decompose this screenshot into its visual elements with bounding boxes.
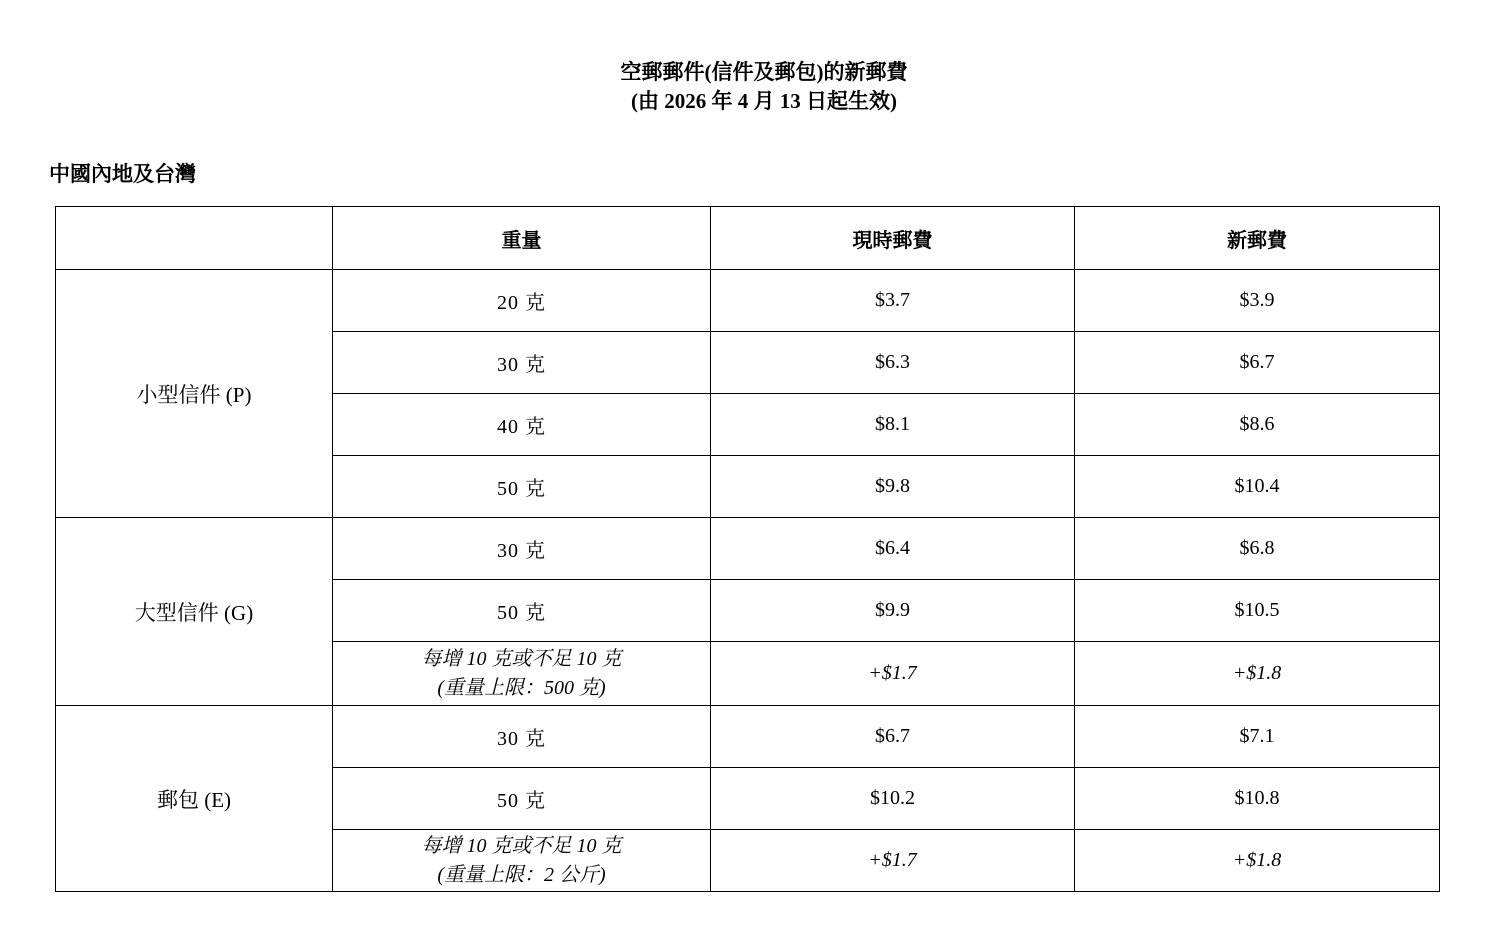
new-rate-cell: $3.9 [1075,270,1440,332]
category-cell: 郵包 (E) [56,706,333,892]
new-rate-cell: $8.6 [1075,394,1440,456]
current-rate-cell: $6.3 [711,332,1075,394]
table-row [56,270,1440,332]
new-rate-cell: $10.4 [1075,456,1440,518]
header-new-rate: 新郵費 [1075,207,1440,270]
table-header-row [56,207,1440,270]
increment-note: 每增 10 克或不足 10 克 [421,834,622,857]
weight-cell: 30 克 [333,332,711,394]
current-rate-cell: $6.4 [711,518,1075,580]
current-rate-cell: $10.2 [711,768,1075,830]
postage-rate-table [55,206,1440,892]
weight-cell: 30 克 [333,706,711,768]
weight-cell: 30 克 [333,518,711,580]
category-cell: 小型信件 (P) [56,270,333,518]
increment-note: 每增 10 克或不足 10 克 [421,647,622,670]
current-rate-cell: $6.7 [711,706,1075,768]
weight-cell: 50 克 [333,768,711,830]
table-row [56,706,1440,768]
increment-new-rate-cell: +$1.8 [1075,642,1440,706]
header-weight: 重量 [333,207,711,270]
title-line-2: (由 2026 年 4 月 13 日起生效) [631,89,897,113]
new-rate-cell: $6.8 [1075,518,1440,580]
increment-weight-cell [333,830,711,892]
header-current-rate: 現時郵費 [711,207,1075,270]
document-title [0,58,1497,116]
region-heading: 中國內地及台灣 [49,162,196,186]
category-cell: 大型信件 (G) [56,518,333,706]
current-rate-cell: $9.8 [711,456,1075,518]
new-rate-cell: $10.8 [1075,768,1440,830]
header-category [56,207,333,270]
weight-limit-note: (重量上限：500 克) [437,676,606,699]
table-row [56,518,1440,580]
new-rate-cell: $6.7 [1075,332,1440,394]
weight-limit-note: (重量上限：2 公斤) [437,863,606,886]
new-rate-cell: $10.5 [1075,580,1440,642]
current-rate-cell: $8.1 [711,394,1075,456]
weight-cell: 20 克 [333,270,711,332]
new-rate-cell: $7.1 [1075,706,1440,768]
current-rate-cell: $9.9 [711,580,1075,642]
increment-current-rate-cell: +$1.7 [711,830,1075,892]
weight-cell: 50 克 [333,456,711,518]
current-rate-cell: $3.7 [711,270,1075,332]
increment-current-rate-cell: +$1.7 [711,642,1075,706]
weight-cell: 50 克 [333,580,711,642]
weight-cell: 40 克 [333,394,711,456]
increment-new-rate-cell: +$1.8 [1075,830,1440,892]
increment-weight-cell [333,642,711,706]
title-line-1: 空郵郵件(信件及郵包)的新郵費 [620,60,908,84]
